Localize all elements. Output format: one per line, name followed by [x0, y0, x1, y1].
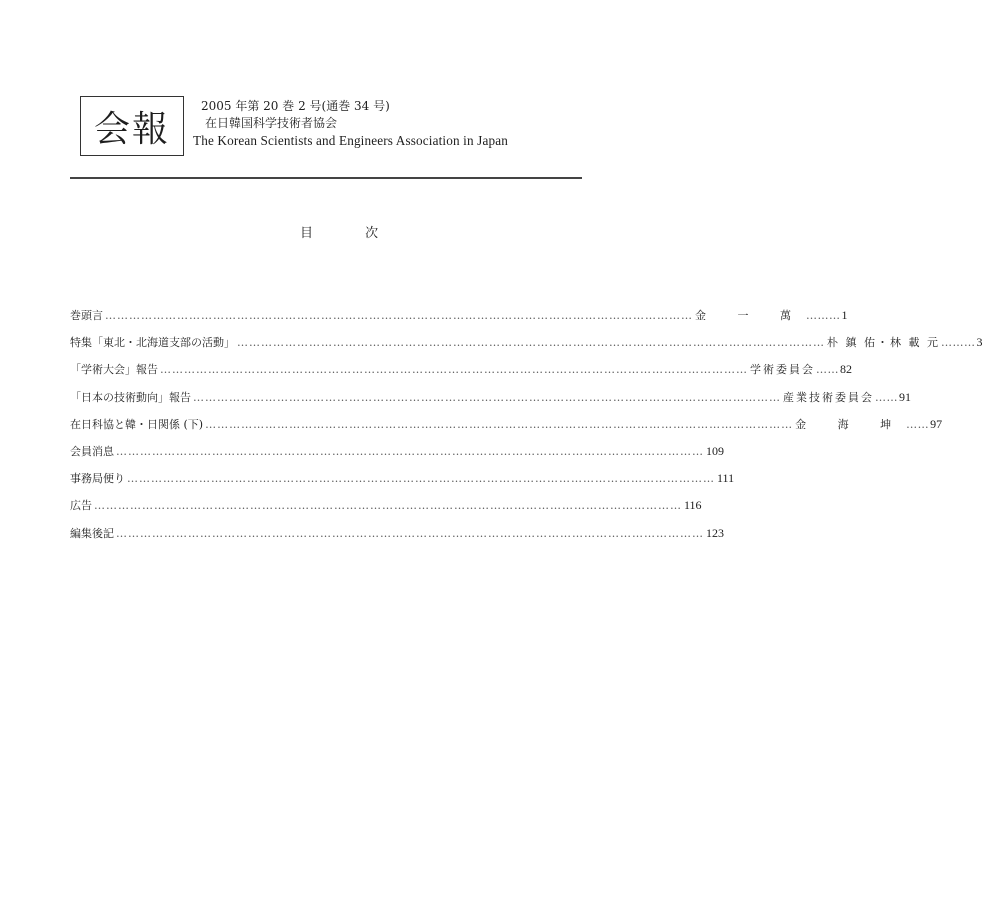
toc-entry-title: 会員消息	[70, 444, 114, 458]
toc-entry-page: 109	[706, 443, 724, 458]
organization-name-en: The Korean Scientists and Engineers Association in Japan	[193, 133, 508, 148]
toc-entry-page: 82	[840, 362, 852, 377]
leader-dots: ……	[875, 390, 898, 404]
header-rule	[70, 177, 582, 179]
toc-entry-page: 91	[899, 389, 911, 404]
toc-entry	[70, 470, 735, 497]
toc-entry-author: 産業技術委員会	[783, 390, 874, 404]
leader-dots: …………………………………………………………………………………………………………………………………	[105, 309, 693, 322]
leader-dots: ………	[806, 309, 841, 322]
toc-entry	[70, 307, 848, 334]
toc-heading: 目 次	[300, 226, 403, 241]
toc-entry-author: 学術委員会	[750, 363, 815, 377]
organization-name-ja: 在日韓国科学技術者協会	[205, 116, 338, 130]
toc-entry-title: 事務局便り	[70, 472, 125, 486]
leader-dots: …………………………………………………………………………………………………………………………………	[127, 472, 715, 486]
leader-dots: …………………………………………………………………………………………………………………………………	[237, 336, 825, 350]
toc-entry	[70, 416, 943, 443]
leader-dots: …………………………………………………………………………………………………………………………………	[116, 526, 704, 540]
toc-entry-title: 特集「東北・北海道支部の活動」	[70, 336, 235, 350]
leader-dots: …………………………………………………………………………………………………………………………………	[205, 417, 794, 431]
toc-entry-page: 3	[976, 335, 983, 350]
toc-entry	[70, 361, 852, 388]
leader-dots: ……	[816, 363, 839, 377]
table-of-contents	[70, 307, 983, 552]
leader-dots: …………………………………………………………………………………………………………………………………	[94, 499, 682, 513]
leader-dots: ………	[941, 336, 976, 350]
toc-entry	[70, 389, 911, 416]
toc-entry-title: 編集後記	[70, 526, 114, 540]
toc-entry-title: 巻頭言	[70, 309, 103, 322]
toc-entry-title: 広告	[70, 499, 92, 513]
leader-dots: …………………………………………………………………………………………………………………………………	[160, 363, 748, 377]
toc-entry-page: 123	[706, 525, 724, 540]
toc-entry	[70, 497, 702, 524]
toc-entry-title: 在日科協と韓・日関係 (下)	[70, 417, 204, 431]
toc-entry-page: 97	[930, 416, 943, 431]
toc-entry-page: 1	[841, 308, 848, 322]
toc-entry-author: 朴 鎮 佑・林 載 元	[827, 336, 940, 350]
leader-dots: ……	[906, 417, 930, 431]
toc-entry-author: 金 一 萬	[695, 309, 805, 322]
toc-entry-title: 「学術大会」報告	[70, 363, 158, 377]
toc-entry	[70, 525, 724, 552]
leader-dots: …………………………………………………………………………………………………………………………………	[193, 390, 781, 404]
journal-logo: 会報	[80, 96, 184, 156]
header-info	[193, 98, 508, 149]
leader-dots: …………………………………………………………………………………………………………………………………	[116, 444, 704, 458]
toc-entry-author: 金 海 坤	[795, 417, 906, 431]
issue-number: 2005 年第 20 巻 2 号(通巻 34 号)	[201, 99, 390, 113]
toc-entry	[70, 334, 983, 361]
toc-entry-page: 116	[684, 498, 702, 513]
toc-entry	[70, 443, 724, 470]
toc-entry-page: 111	[717, 471, 735, 486]
toc-entry-title: 「日本の技術動向」報告	[70, 390, 191, 404]
